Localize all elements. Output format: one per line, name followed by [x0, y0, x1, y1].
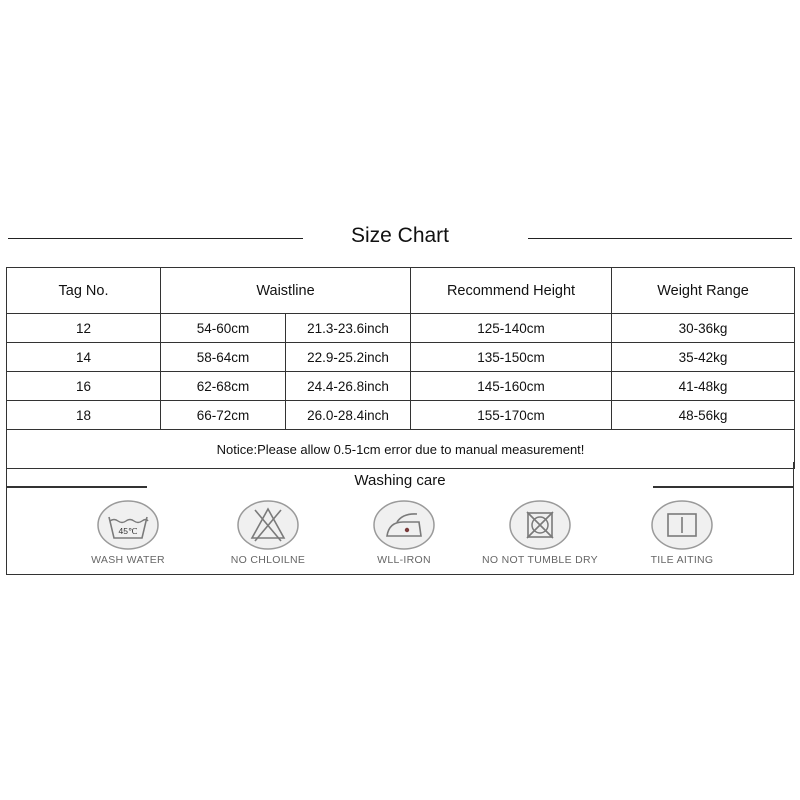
header-tag-no: Tag No. [7, 268, 161, 314]
cell-weight: 48-56kg [612, 401, 795, 430]
cell-tag: 12 [7, 314, 161, 343]
care-item-line-dry [637, 500, 727, 572]
page-title: Size Chart [350, 224, 450, 247]
cell-weight: 35-42kg [612, 343, 795, 372]
care-item-no-tumble-dry [482, 500, 598, 572]
header-recommend-height: Recommend Height [411, 268, 612, 314]
washing-care-section [6, 462, 794, 575]
care-item-wash-water [83, 500, 173, 572]
header-waistline: Waistline [161, 268, 411, 314]
wash-tub-icon [97, 500, 159, 550]
cell-waist-cm: 62-68cm [161, 372, 286, 401]
care-divider-right [653, 486, 793, 488]
cell-waist-inch: 24.4-26.8inch [286, 372, 411, 401]
title-divider-right [528, 238, 792, 239]
cell-waist-cm: 54-60cm [161, 314, 286, 343]
cell-height: 125-140cm [411, 314, 612, 343]
cell-waist-cm: 66-72cm [161, 401, 286, 430]
no-tumble-dry-icon [509, 500, 571, 550]
notice-text: Notice:Please allow 0.5-1cm error due to manual measurement! [7, 430, 795, 469]
size-table [6, 267, 795, 469]
cell-weight: 41-48kg [612, 372, 795, 401]
care-label-no-chlorine: NO CHLOILNE [230, 554, 306, 566]
iron-icon [373, 500, 435, 550]
care-item-no-chlorine [223, 500, 313, 572]
cell-tag: 14 [7, 343, 161, 372]
cell-waist-inch: 22.9-25.2inch [286, 343, 411, 372]
table-row [7, 343, 795, 372]
table-row [7, 372, 795, 401]
cell-waist-cm: 58-64cm [161, 343, 286, 372]
size-chart-header [0, 220, 800, 256]
cell-waist-inch: 26.0-28.4inch [286, 401, 411, 430]
table-header-row [7, 268, 795, 314]
cell-tag: 16 [7, 372, 161, 401]
table-row [7, 401, 795, 430]
no-bleach-icon [237, 500, 299, 550]
cell-waist-inch: 21.3-23.6inch [286, 314, 411, 343]
cell-weight: 30-36kg [612, 314, 795, 343]
cell-height: 135-150cm [411, 343, 612, 372]
care-label-line-dry: TILE AITING [650, 554, 714, 566]
care-label-no-tumble-dry: NO NOT TUMBLE DRY [482, 554, 598, 566]
wash-temperature: 45℃ [118, 526, 138, 536]
cell-height: 145-160cm [411, 372, 612, 401]
header-weight-range: Weight Range [612, 268, 795, 314]
care-item-iron [359, 500, 449, 572]
line-dry-icon [651, 500, 713, 550]
care-label-wash-water: WASH WATER [91, 554, 165, 566]
cell-height: 155-170cm [411, 401, 612, 430]
cell-tag: 18 [7, 401, 161, 430]
care-label-iron: WLL-IRON [377, 554, 431, 566]
table-row [7, 314, 795, 343]
washing-care-title: Washing care [354, 472, 446, 489]
